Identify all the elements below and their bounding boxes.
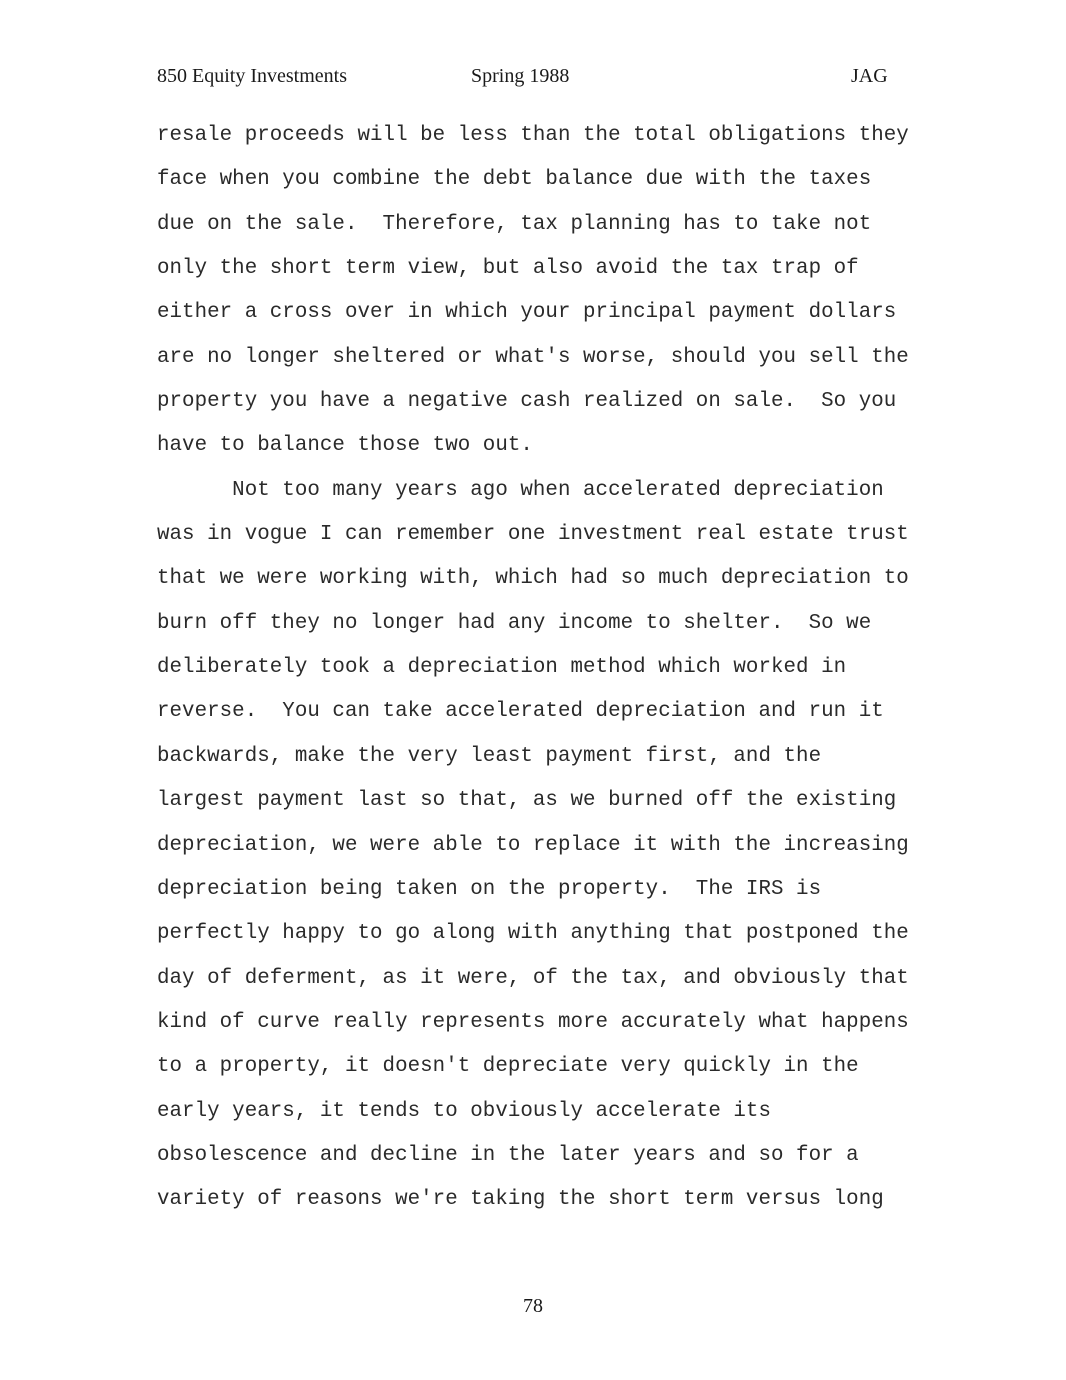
header-author-initials: JAG (851, 65, 888, 87)
text-line: deliberately took a depreciation method which worked in (157, 656, 847, 680)
page-number: 78 (523, 1295, 543, 1317)
text-line: early years, it tends to obviously accelerate its (157, 1099, 771, 1123)
text-line: backwards, make the very least payment first, and the (157, 744, 822, 768)
text-line: to a property, it doesn't depreciate very quickly in the (157, 1055, 859, 1079)
text-line: are no longer sheltered or what's worse, should you sell the (157, 345, 909, 369)
text-line: perfectly happy to go along with anything that postponed the (157, 922, 909, 946)
text-line: resale proceeds will be less than the total obligations they (157, 124, 909, 147)
header-term: Spring 1988 (471, 65, 570, 87)
text-line: property you have a negative cash realized on sale. So you (157, 390, 897, 414)
text-line: face when you combine the debt balance due with the taxes (157, 168, 872, 192)
text-line: Not too many years ago when accelerated depreciation (157, 478, 884, 502)
text-line: was in vogue I can remember one investment real estate trust (157, 523, 909, 547)
text-line: due on the sale. Therefore, tax planning has to take not (157, 212, 872, 236)
header-course-title: 850 Equity Investments (157, 65, 347, 87)
text-line: reverse. You can take accelerated depreciation and run it (157, 700, 884, 724)
text-line: largest payment last so that, as we burned off the existing (157, 789, 897, 813)
text-line: day of deferment, as it were, of the tax, and obviously that (157, 966, 909, 990)
text-line: burn off they no longer had any income to shelter. So we (157, 611, 872, 635)
page-header (0, 62, 1066, 90)
text-line: only the short term view, but also avoid the tax trap of (157, 257, 859, 281)
text-line: have to balance those two out. (157, 434, 533, 458)
text-line: depreciation being taken on the property. The IRS is (157, 877, 822, 901)
text-line: depreciation, we were able to replace it with the increasing (157, 833, 909, 857)
text-line: variety of reasons we're taking the short term versus long (157, 1188, 884, 1212)
text-line: either a cross over in which your principal payment dollars (157, 301, 897, 325)
text-line: obsolescence and decline in the later years and so for a (157, 1143, 859, 1167)
text-line: kind of curve really represents more accurately what happens (157, 1010, 909, 1034)
transcript-body (157, 114, 937, 1223)
text-line: that we were working with, which had so much depreciation to (157, 567, 909, 591)
